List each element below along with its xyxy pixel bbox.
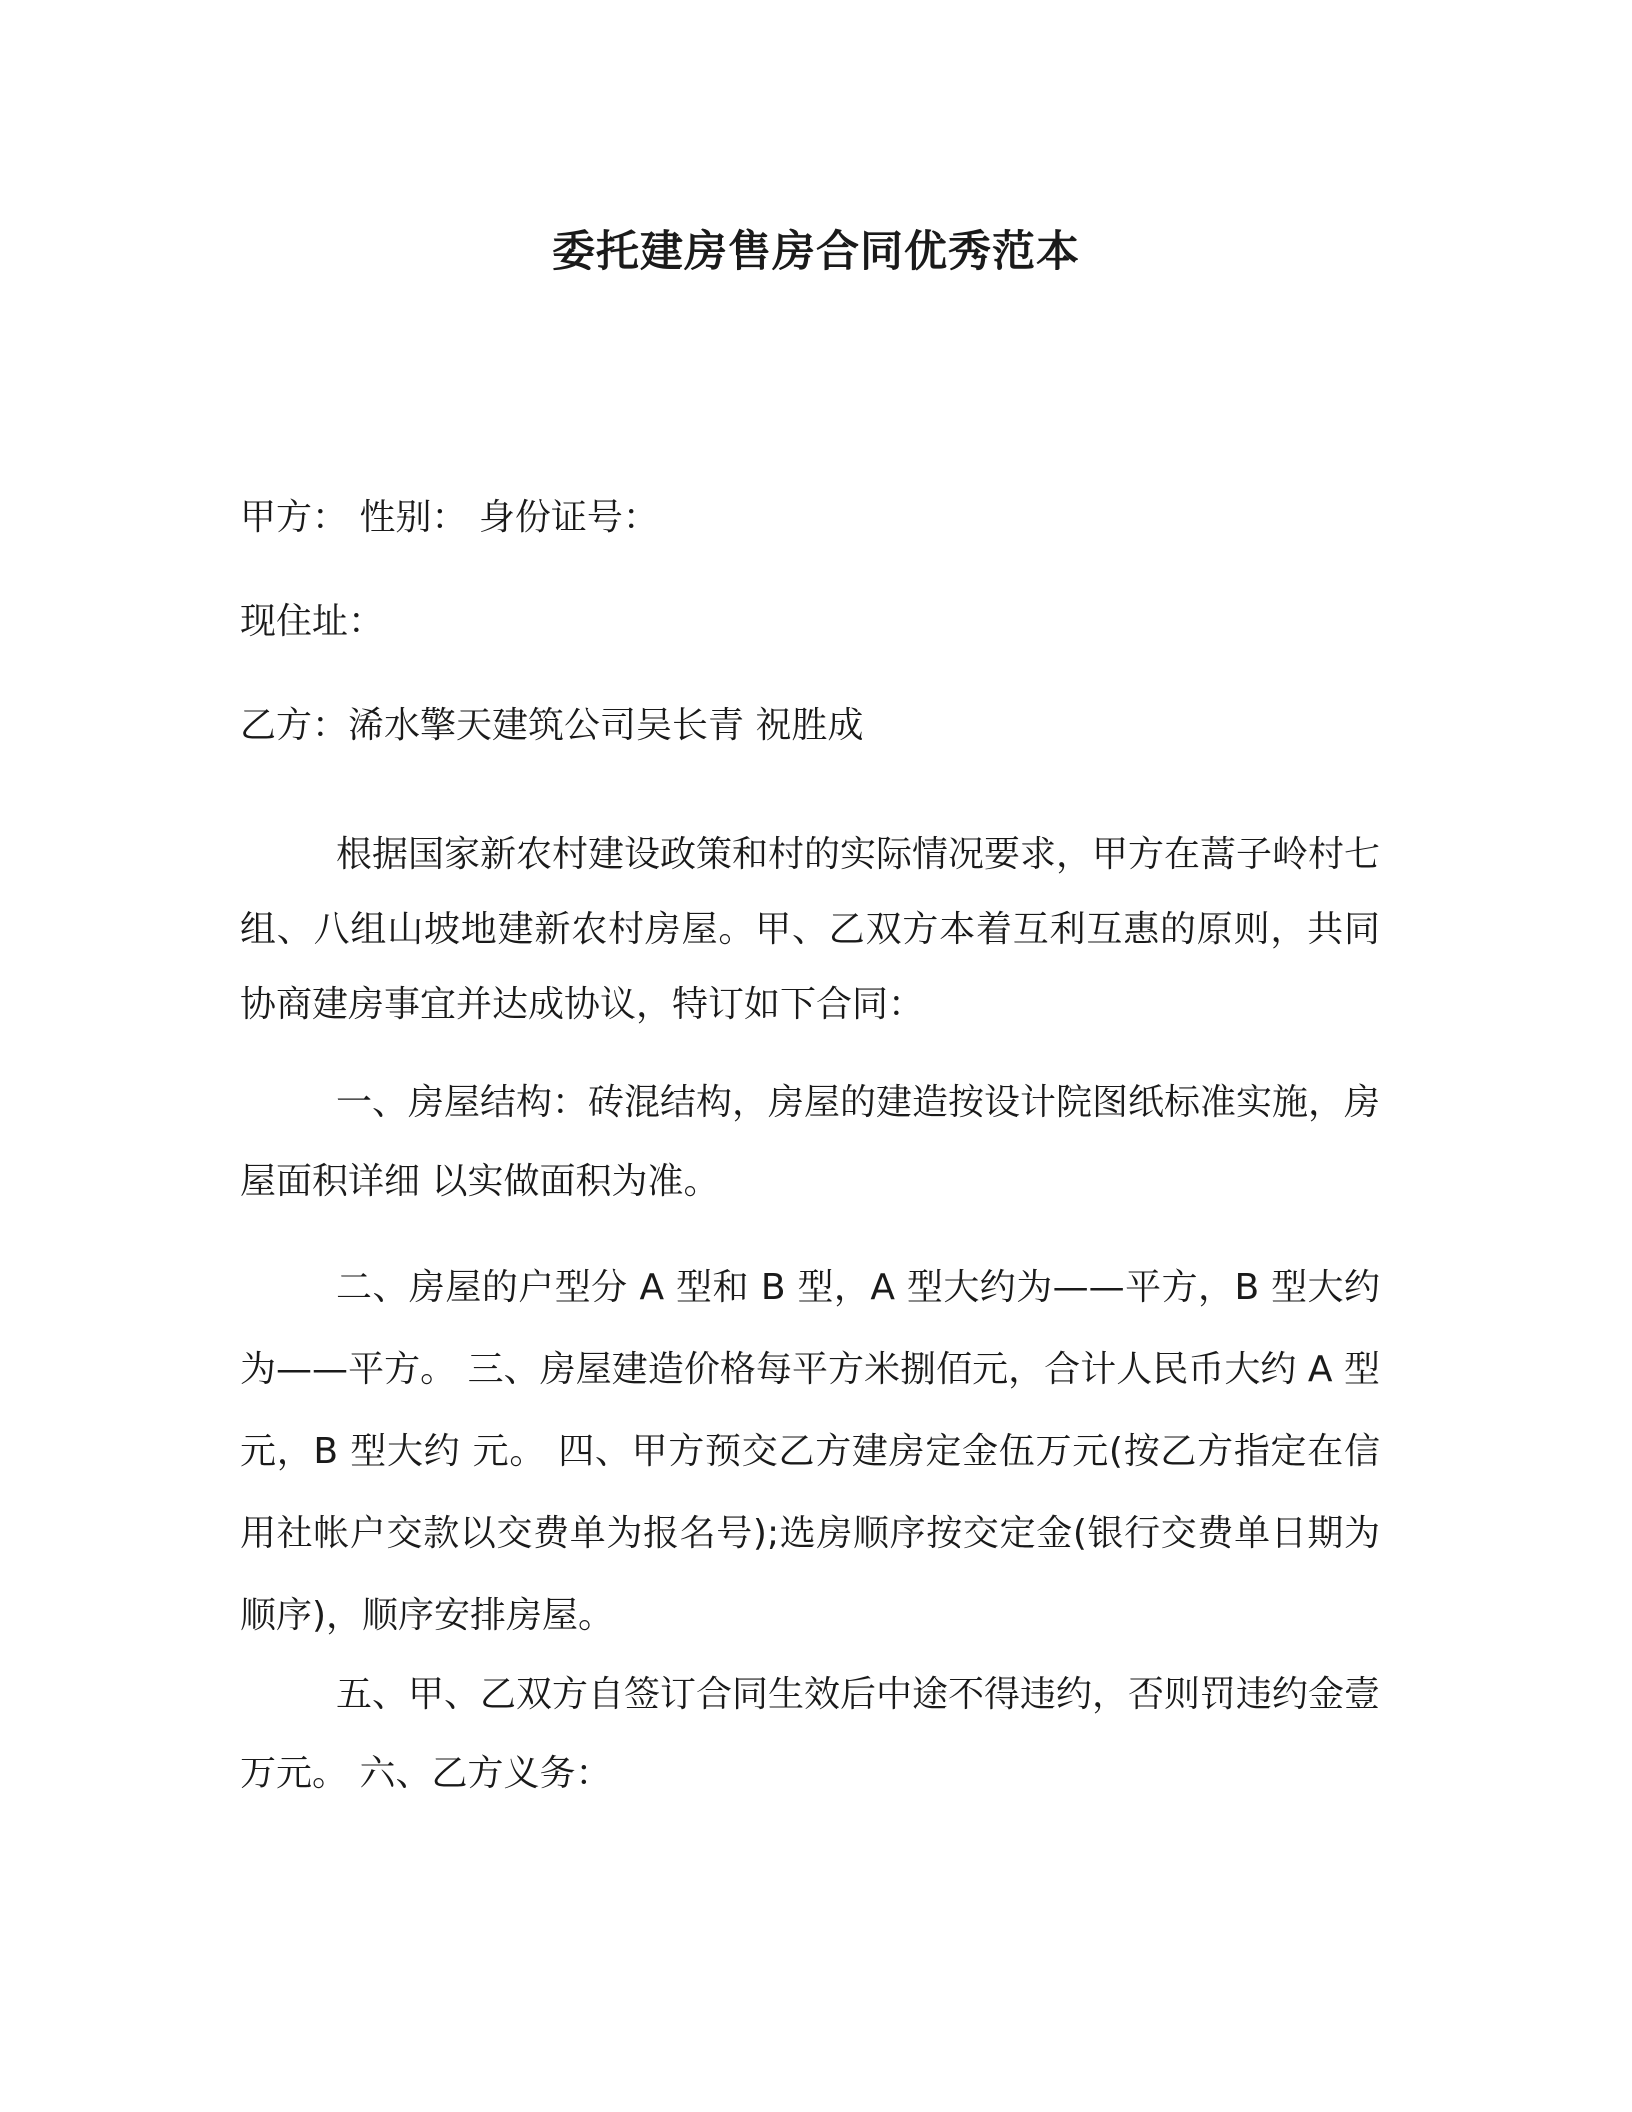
party-a-line: 甲方： 性别： 身份证号：	[240, 497, 659, 538]
address-line: 现住址：	[240, 601, 385, 642]
intro-paragraph: 根据国家新农村建设政策和村的实际情况要求，甲方在蒿子岭村七组、八组山坡地建新农村房屋。甲、乙双方本着互利互惠的原则，共同协商建房事宜并达成协议，特订如下合同：	[240, 834, 1381, 1025]
clause-breach-and-obligations: 五、甲、乙双方自签订合同生效后中途不得违约，否则罚违约金壹万元。 六、乙方义务：	[240, 1674, 1381, 1794]
clause-house-structure: 一、房屋结构：砖混结构，房屋的建造按设计院图纸标准实施，房屋面积详细 以实做面积为准。	[240, 1082, 1381, 1202]
document-title: 委托建房售房合同优秀范本	[552, 227, 1080, 277]
clause-house-types-and-price: 二、房屋的户型分 A 型和 B 型，A 型大约为——平方，B 型大约为——平方。 三、房屋建造价格每平方米捌佰元，合计人民币大约 A 型 元，B 型大约 元。 四、甲方预交乙方建房定金伍万元(按乙方指定在信用社帐户交款以交费单为报名号);选房顺序按交定金(银行交费单日期为顺序)，顺序安排房屋。	[240, 1267, 1380, 1636]
party-b-line: 乙方：浠水擎天建筑公司吴长青 祝胜成	[240, 705, 864, 746]
